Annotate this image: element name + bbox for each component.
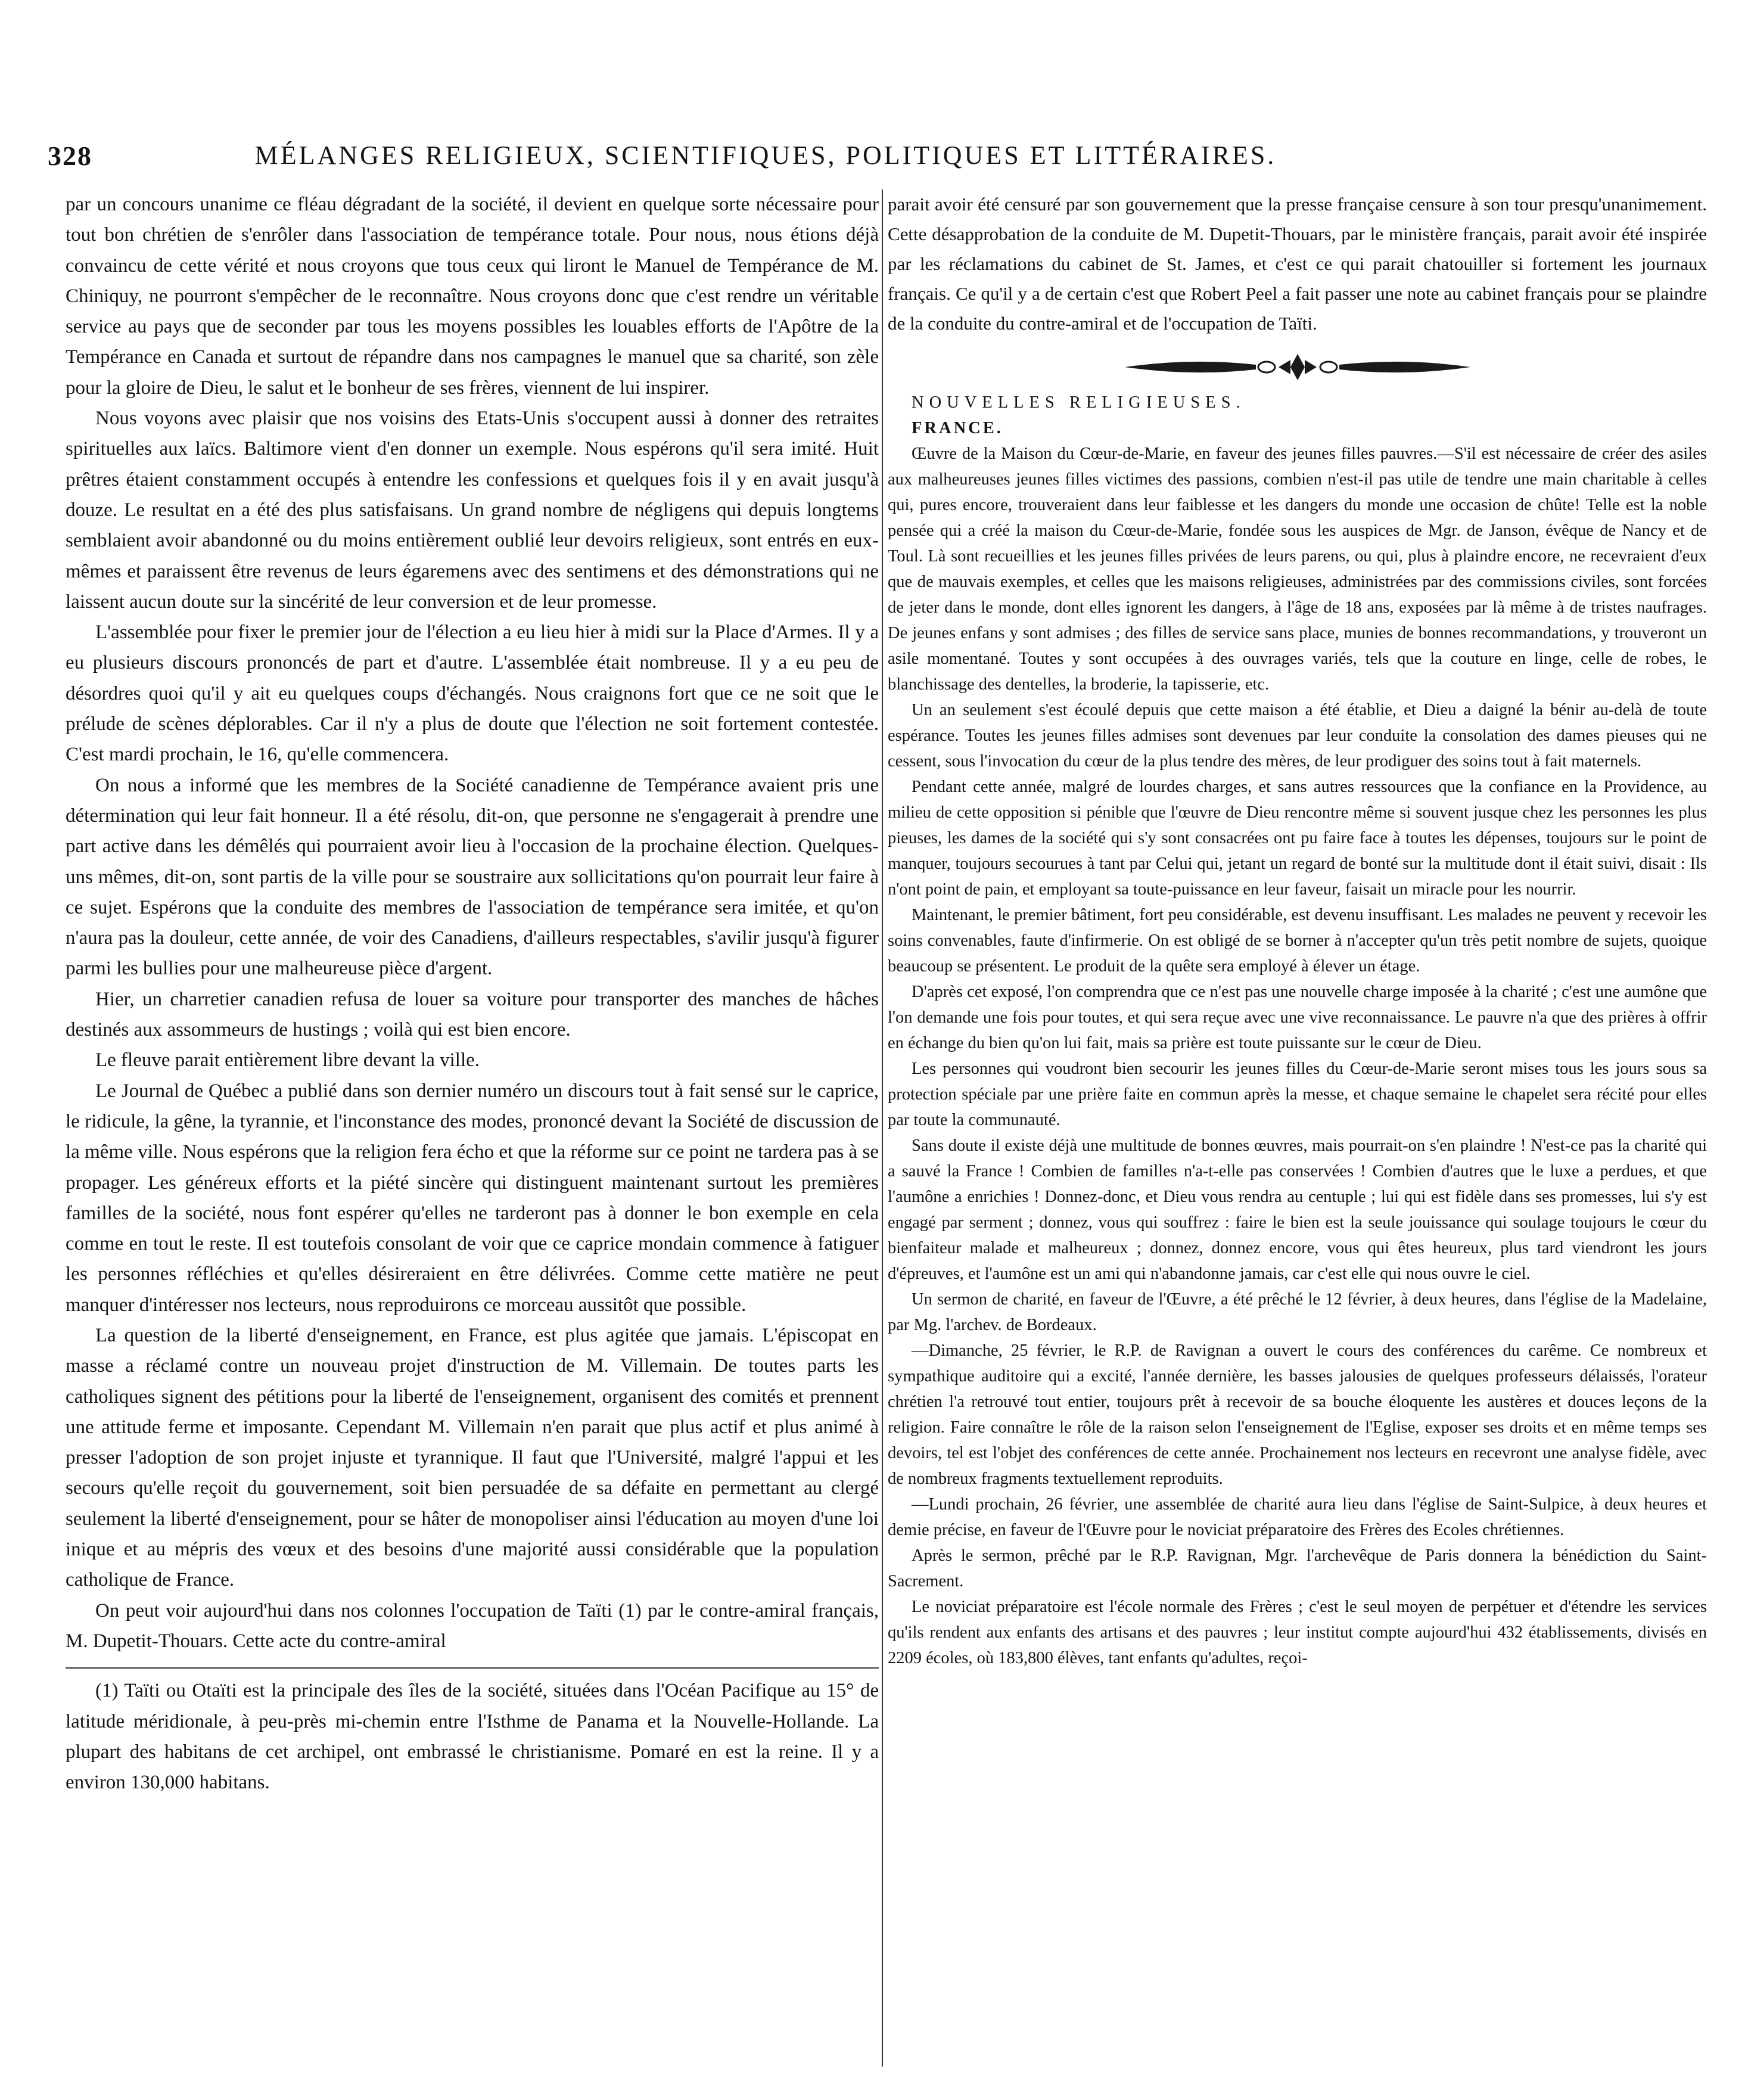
running-title: MÉLANGES RELIGIEUX, SCIENTIFIQUES, POLITIQUES ET LITTÉRAIRES. [254, 141, 1277, 170]
footnote: (1) Taïti ou Otaïti est la principale des îles de la société, situées dans l'Océan Pacifique au 15° de latitude méridionale, à peu-près mi-chemin entre l'Isthme de Panama et la Nouvelle-Hollande. La plupart des habitans de cet archipel, ont embrassé le christianisme. Pomaré en est la reine. Il y a environ 130,000 habitans. [66, 1680, 879, 1794]
section-subtitle: FRANCE. [912, 419, 1003, 437]
paragraph: Œuvre de la Maison du Cœur-de-Marie, en faveur des jeunes filles pauvres.—S'il est nécessaire de créer des asiles aux malheureuses jeunes filles victimes des passions, combien n'est-il pas utile de tendre une main charitable à celles qui, pures encore, trouveraient dans leur faiblesse et les dangers du monde une occasion de chûte! Telle est la noble pensée qui a créé la maison du Cœur-de-Marie, fondée sous les auspices de Mgr. de Janson, évêque de Nancy et de Toul. Là sont recueillies et les jeunes filles privées de leurs parens, ou qui, plus à plaindre encore, ne recevraient d'eux que de mauvais exemples, et celles que les maisons religieuses, administrées par des commissions civiles, sont forcées de jeter dans le monde, dont elles ignorent les dangers, à l'âge de 18 ans, exposées par là même à de tristes naufrages. De jeunes enfans y sont admises ; des filles de service sans place, munies de bonnes recommandations, y trouveront un asile momentané. Toutes y sont occupées à des ouvrages variés, tels que la couture en linge, celle de robes, le blanchissage des dentelles, la broderie, la tapisserie, etc. [888, 445, 1707, 694]
footnote-rule [66, 1667, 879, 1669]
paragraph: Les personnes qui voudront bien secourir les jeunes filles du Cœur-de-Marie seront mises tous les jours sous sa protection spéciale par une prière faite en commun après la messe, et chaque semaine le chapelet sera récité pour elles par toute la communauté. [888, 1060, 1707, 1129]
paragraph: On nous a informé que les membres de la Société canadienne de Tempérance avaient pris une détermination qui leur fait honneur. Il a été résolu, dit-on, que personne ne s'engagerait à prendre une part active dans les démêlés qui pourraient avoir lieu à l'occasion de la prochaine élection. Quelques-uns mêmes, dit-on, sont partis de la ville pour se soustraire aux sollicitations qu'on pourrait leur faire à ce sujet. Espérons que la conduite des membres de l'association de tempérance sera imitée, et qu'on n'aura pas la douleur, cette année, de voir des Canadiens, d'ailleurs respectables, s'avilir jusqu'à figurer parmi les bullies pour une malheureuse pièce d'argent. [66, 774, 879, 980]
paragraph: D'après cet exposé, l'on comprendra que ce n'est pas une nouvelle charge imposée à la charité ; c'est une aumône que l'on demande une fois pour toutes, et qui sera reçue avec une vive reconnaissance. Le pauvre n'a que des prières à offrir en échange du bien qu'on lui fait, mais sa prière est toute puissante sur le cœur de Dieu. [888, 983, 1707, 1052]
paragraph: par un concours unanime ce fléau dégradant de la société, il devient en quelque sorte nécessaire pour tout bon chrétien de s'enrôler dans l'association de tempérance totale. Pour nous, nous étions déjà convaincu de cette vérité et nous croyons que tous ceux qui liront le Manuel de Tempérance de M. Chiniquy, ne pourront s'empêcher de le reconnaître. Nous croyons donc que c'est rendre un véritable service au pays que de seconder par tous les moyens possibles les louables efforts de l'Apôtre de la Tempérance en Canada et surtout de répandre dans nos campagnes le manuel que sa charité, son zèle pour la gloire de Dieu, le salut et le bonheur de ses frères, viennent de lui inspirer. [66, 194, 879, 399]
paragraph: On peut voir aujourd'hui dans nos colonnes l'occupation de Taïti (1) par le contre-amiral français, M. Dupetit-Thouars. Cette acte du contre-amiral [66, 1599, 879, 1652]
right-column [888, 190, 1707, 2073]
page-header [48, 140, 1376, 188]
paragraph: parait avoir été censuré par son gouvernement que la presse française censure à son tour presqu'unanimement. Cette désapprobation de la conduite de M. Dupetit-Thouars, par le ministère français, parait avoir été inspirée par les réclamations du cabinet de St. James, et c'est ce qui parait chatouiller si fortement les journaux français. Ce qu'il y a de certain c'est que Robert Peel a fait passer une note au cabinet français pour se plaindre de la conduite du contre-amiral et de l'occupation de Taïti. [888, 194, 1707, 334]
paragraph: L'assemblée pour fixer le premier jour de l'élection a eu lieu hier à midi sur la Place d'Armes. Il y a eu plusieurs discours prononcés de part et d'autre. L'assemblée était nombreuse. Il y a eu peu de désordres quoi qu'il y ait eu quelques coups d'échangés. Nous craignons fort que ce ne soit que le prélude de scènes déplorables. Car il n'y a plus de doute que l'élection ne soit fortement contestée. C'est mardi prochain, le 16, qu'elle commencera. [66, 622, 879, 766]
paragraph: Sans doute il existe déjà une multitude de bonnes œuvres, mais pourrait-on s'en plaindre ! N'est-ce pas la charité qui a sauvé la France ! Combien de familles n'a-t-elle pas conservées ! Combien d'autres que le luxe a perdues, et que l'aumône a enrichies ! Donnez-donc, et Dieu vous rendra au centuple ; lui qui est fidèle dans ses promesses, lui s'y est engagé par serment ; donnez, vous qui souffrez : faire le bien est la seule jouissance qui soulage toujours le cœur du bienfaiteur malade et malheureux ; donnez, donnez encore, vous qui êtes heureux, plus tard viendront les jours d'épreuves, et l'aumône est un ami qui n'abandonne jamais, car c'est elle qui nous ouvre le ciel. [888, 1136, 1707, 1283]
page-number: 328 [48, 141, 92, 171]
paragraph: Hier, un charretier canadien refusa de louer sa voiture pour transporter des manches de hâches destinés aux assommeurs de hustings ; voilà qui est bien encore. [66, 988, 879, 1041]
paragraph: Le noviciat préparatoire est l'école normale des Frères ; c'est le seul moyen de perpétuer et d'étendre les services qu'ils rendent aux enfants des artisans et des pauvres ; leur institut compte aujourd'hui 432 établissements, divisés en 2209 écoles, où 183,800 élèves, tant enfants qu'adultes, reçoi- [888, 1598, 1707, 1667]
paragraph: Pendant cette année, malgré de lourdes charges, et sans autres ressources que la confiance en la Providence, au milieu de cette opposition si pénible que l'œuvre de Dieu rencontre même si souvent jusque chez les personnes les plus pieuses, les dames de la société qui s'y sont consacrées ont pu faire face à toutes les dépenses, toujours sur le point de manquer, toujours secourues à tant par Celui qui, jetant un regard de bonté sur la multitude dont il était suivi, disait : Ils n'ont point de pain, et employant sa toute-puissance en leur faveur, faisait un miracle pour les nourrir. [888, 778, 1707, 899]
paragraph: Nous voyons avec plaisir que nos voisins des Etats-Unis s'occupent aussi à donner des retraites spirituelles aux laïcs. Baltimore vient d'en donner un exemple. Nous espérons qu'il sera imité. Huit prêtres étaient constamment occupés à entendre les confessions et quelques fois il y en avait jusqu'à douze. Le resultat en a été des plus satisfaisans. Un grand nombre de négligens qui depuis longtems semblaient avoir abandonné ou du moins entièrement oublié leur devoirs religieux, sont entrés en eux-mêmes et paraissent être revenus de leurs égaremens avec des sentimens et des démonstrations qui ne laissent aucun doute sur la sincérité de leur conversion et de leur promesse. [66, 408, 879, 613]
paragraph: Maintenant, le premier bâtiment, fort peu considérable, est devenu insuffisant. Les malades ne peuvent y recevoir les soins convenables, faute d'infirmerie. On est obligé de se borner à n'accepter qu'un très petit nombre de sujets, quoique beaucoup se présentent. Le produit de la quête sera employé à élever un étage. [888, 906, 1707, 976]
paragraph: —Lundi prochain, 26 février, une assemblée de charité aura lieu dans l'église de Saint-Sulpice, à deux heures et demie précise, en faveur de l'Œuvre pour le noviciat préparatoire des Frères des Ecoles chrétiennes. [888, 1495, 1707, 1539]
paragraph: Le Journal de Québec a publié dans son dernier numéro un discours tout à fait sensé sur le caprice, le ridicule, la gêne, la tyrannie, et l'inconstance des modes, prononcé devant la Société de discussion de la même ville. Nous espérons que la religion fera écho et que la réforme sur ce point ne tardera pas à se propager. Les généreux efforts et la piété sincère qui distinguent maintenant surtout les premières familles de la société, nous font espérer qu'elles ne tarderont pas à donner le bon exemple en cela comme en tout le reste. Il est toutefois consolant de voir que ce caprice mondain commence à fatiguer les personnes réfléchies et qu'elles désireraient en être délivrées. Comme cette matière ne peut manquer d'intéresser nos lecteurs, nous reproduirons ce morceau aussitôt que possible. [66, 1080, 879, 1316]
column-divider [882, 190, 883, 2067]
section-title: NOUVELLES RELIGIEUSES. [912, 393, 1246, 412]
paragraph: —Dimanche, 25 février, le R.P. de Ravignan a ouvert le cours des conférences du carême. Ce nombreux et sympathique auditoire qui a excité, l'année dernière, les basses jalousies de quelques professeurs délaissés, l'orateur chrétien l'a retrouvé tout entier, toujours prêt à recevoir de sa bouche éloquente les austères et douces leçons de la religion. Faire connaître le rôle de la raison selon l'enseignement de l'Eglise, exposer ses droits et en même temps ses devoirs, tel est l'objet des conférences de cette année. Prochainement nos lecteurs en recevront une analyse fidèle, avec de nombreux fragments textuellement reproduits. [888, 1341, 1707, 1488]
paragraph: Un an seulement s'est écoulé depuis que cette maison a été établie, et Dieu a daigné la bénir au-delà de toute espérance. Toutes les jeunes filles admises sont devenues par leur conduite la consolation des dames pieuses qui ne cessent, sous l'invocation du cœur de la plus tendre des mères, de leur prodiguer des soins tout à fait maternels. [888, 701, 1707, 771]
paragraph: Un sermon de charité, en faveur de l'Œuvre, a été prêché le 12 février, à deux heures, dans l'église de la Madelaine, par Mg. l'archev. de Bordeaux. [888, 1290, 1707, 1334]
paragraph: Après le sermon, prêché par le R.P. Ravignan, Mgr. l'archevêque de Paris donnera la bénédiction du Saint-Sacrement. [888, 1546, 1707, 1590]
paragraph: Le fleuve parait entièrement libre devant la ville. [95, 1049, 480, 1071]
left-column [66, 190, 879, 2073]
ornament-divider-icon [1119, 350, 1476, 384]
paragraph: La question de la liberté d'enseignement, en France, est plus agitée que jamais. L'épiscopat en masse a réclamé contre un nouveau projet d'instruction de M. Villemain. De toutes parts les catholiques signent des pétitions pour la liberté de l'enseignement, organisent des comités et prennent une attitude ferme et imposante. Cependant M. Villemain n'en parait que plus actif et plus animé à presser l'adoption de son projet injuste et tyrannique. Il faut que l'Université, malgré l'appui et les secours qu'elle reçoit du gouvernement, soit bien persuadée de sa défaite en permettant au clergé seulement la liberté d'enseignement, pour se hâter de monopoliser ainsi l'éducation au moyen d'une loi inique et au mépris des vœux et des besoins d'une majorité aussi considérable que la population catholique de France. [66, 1324, 879, 1591]
